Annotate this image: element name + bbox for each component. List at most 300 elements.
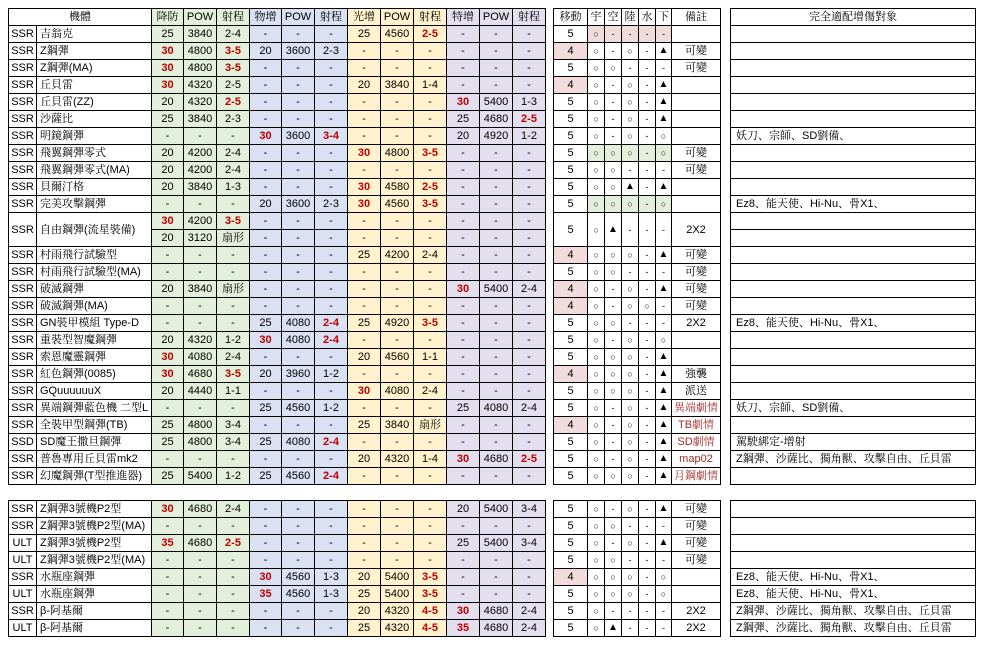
beam-up: -	[348, 213, 381, 230]
spec-up: 30	[447, 451, 480, 468]
terrain-underground: -	[656, 162, 672, 179]
spec-up: -	[447, 162, 480, 179]
spec-pow: -	[480, 60, 513, 77]
phys-up: -	[250, 26, 282, 43]
spec-pow: -	[480, 434, 513, 451]
beam-pow: 3840	[381, 77, 414, 94]
terrain-water: -	[639, 94, 656, 111]
rarity: SSR	[9, 468, 37, 485]
beam-range: -	[414, 264, 447, 281]
terrain-water: ○	[639, 298, 656, 315]
terrain-water: -	[639, 434, 656, 451]
spec-range: -	[513, 43, 546, 60]
header-col-19: 備註	[672, 9, 721, 26]
table-row	[9, 468, 976, 485]
beam-up: -	[348, 111, 381, 128]
spacer	[721, 43, 731, 60]
phys-up: -	[250, 230, 282, 247]
terrain-space: ○	[588, 179, 605, 196]
terrain-land: ○	[622, 94, 639, 111]
def-down: -	[152, 298, 184, 315]
spacer	[546, 213, 554, 247]
spacer	[721, 77, 731, 94]
move: 5	[554, 535, 588, 552]
beam-pow: 4320	[381, 451, 414, 468]
note: 可變	[672, 518, 721, 535]
phys-range: -	[315, 247, 348, 264]
spacer	[721, 196, 731, 213]
def-down: -	[152, 400, 184, 417]
beam-up: -	[348, 366, 381, 383]
move: 5	[554, 586, 588, 603]
spec-range: -	[513, 315, 546, 332]
beam-up: -	[348, 94, 381, 111]
beam-range: 扇形	[414, 417, 447, 434]
range: -	[217, 569, 250, 586]
table-row	[9, 247, 976, 264]
unit-name: 沙薩比	[37, 111, 152, 128]
adapt-target	[731, 417, 976, 434]
unit-name: 飛翼鋼彈零式	[37, 145, 152, 162]
phys-range: -	[315, 145, 348, 162]
unit-name: 明鏡鋼彈	[37, 128, 152, 145]
move: 5	[554, 196, 588, 213]
beam-pow: 4580	[381, 179, 414, 196]
note: 可變	[672, 60, 721, 77]
beam-range: -	[414, 60, 447, 77]
beam-up: -	[348, 332, 381, 349]
phys-up: -	[250, 383, 282, 400]
terrain-air: ○	[605, 552, 622, 569]
phys-range: -	[315, 162, 348, 179]
rarity: SSR	[9, 349, 37, 366]
range: -	[217, 196, 250, 213]
beam-range: 1-4	[414, 77, 447, 94]
adapt-target	[731, 501, 976, 518]
spacer	[721, 586, 731, 603]
spec-pow: -	[480, 162, 513, 179]
note: 可變	[672, 281, 721, 298]
move: 4	[554, 43, 588, 60]
rarity: SSR	[9, 26, 37, 43]
phys-pow: 3600	[282, 196, 315, 213]
phys-pow: 4560	[282, 569, 315, 586]
spacer	[546, 400, 554, 417]
terrain-water: -	[639, 552, 656, 569]
def-down: 30	[152, 501, 184, 518]
terrain-space: ○	[588, 196, 605, 213]
phys-pow: -	[282, 60, 315, 77]
terrain-space: ○	[588, 264, 605, 281]
unit-name: 完美攻擊鋼彈	[37, 196, 152, 213]
beam-up: -	[348, 434, 381, 451]
terrain-air: -	[605, 535, 622, 552]
note: 2X2	[672, 620, 721, 637]
terrain-land: ○	[622, 400, 639, 417]
terrain-air: ○	[605, 383, 622, 400]
phys-pow: -	[282, 349, 315, 366]
table-row	[9, 451, 976, 468]
terrain-space: ○	[588, 77, 605, 94]
rarity: SSR	[9, 315, 37, 332]
unit-name: 幻魔鋼彈(T型推進器)	[37, 468, 152, 485]
header-range: 射程	[217, 9, 250, 26]
terrain-underground: ▲	[656, 366, 672, 383]
table-row	[9, 179, 976, 196]
phys-up: -	[250, 111, 282, 128]
terrain-air: ○	[605, 60, 622, 77]
beam-up: 20	[348, 569, 381, 586]
beam-pow: -	[381, 434, 414, 451]
note: 可變	[672, 43, 721, 60]
unit-name: GQuuuuuuX	[37, 383, 152, 400]
spec-pow: -	[480, 196, 513, 213]
rarity: SSR	[9, 247, 37, 264]
spec-up: -	[447, 196, 480, 213]
spacer	[546, 552, 554, 569]
beam-pow: -	[381, 111, 414, 128]
spec-pow: 4680	[480, 603, 513, 620]
phys-up: -	[250, 162, 282, 179]
pow: 4440	[184, 383, 217, 400]
phys-range: 1-2	[315, 400, 348, 417]
range: -	[217, 247, 250, 264]
rarity: SSR	[9, 162, 37, 179]
table-row	[9, 383, 976, 400]
spacer	[546, 111, 554, 128]
beam-range: -	[414, 298, 447, 315]
terrain-water: -	[639, 43, 656, 60]
spec-up: -	[447, 298, 480, 315]
terrain-water: -	[639, 247, 656, 264]
range: 2-4	[217, 349, 250, 366]
rarity: SSR	[9, 128, 37, 145]
note: 2X2	[672, 315, 721, 332]
terrain-air: ○	[605, 586, 622, 603]
unit-name: 普魯專用丘貝雷mk2	[37, 451, 152, 468]
def-down: 30	[152, 213, 184, 230]
phys-range: -	[315, 281, 348, 298]
def-down: -	[152, 247, 184, 264]
phys-up: -	[250, 247, 282, 264]
unit-name: 索恩魔靈鋼彈	[37, 349, 152, 366]
table-row	[9, 145, 976, 162]
def-down: 30	[152, 349, 184, 366]
spec-range: -	[513, 196, 546, 213]
spacer	[546, 366, 554, 383]
spec-up: -	[447, 230, 480, 247]
terrain-air: -	[605, 43, 622, 60]
beam-pow: -	[381, 94, 414, 111]
range: 3-5	[217, 213, 250, 230]
beam-up: 20	[348, 603, 381, 620]
beam-pow: 4200	[381, 247, 414, 264]
terrain-water: -	[639, 501, 656, 518]
terrain-water: -	[639, 213, 656, 247]
phys-range: 1-3	[315, 569, 348, 586]
pow: 3840	[184, 179, 217, 196]
phys-up: -	[250, 518, 282, 535]
rarity: SSR	[9, 366, 37, 383]
terrain-air: ○	[605, 349, 622, 366]
table-row	[9, 298, 976, 315]
pow: 4080	[184, 349, 217, 366]
move: 4	[554, 366, 588, 383]
spacer	[546, 94, 554, 111]
phys-pow: -	[282, 552, 315, 569]
move: 5	[554, 383, 588, 400]
beam-pow: -	[381, 468, 414, 485]
rarity: ULT	[9, 552, 37, 569]
move: 5	[554, 552, 588, 569]
beam-pow: -	[381, 518, 414, 535]
terrain-underground: ○	[656, 128, 672, 145]
phys-range: -	[315, 417, 348, 434]
terrain-space: ○	[588, 535, 605, 552]
range: 1-1	[217, 383, 250, 400]
spec-range: -	[513, 298, 546, 315]
spec-pow: 4680	[480, 451, 513, 468]
table-row	[9, 60, 976, 77]
terrain-underground: ▲	[656, 434, 672, 451]
note: 可變	[672, 552, 721, 569]
terrain-land: ○	[622, 128, 639, 145]
beam-pow: 4920	[381, 315, 414, 332]
header-pow: POW	[184, 9, 217, 26]
range: 3-5	[217, 60, 250, 77]
phys-range: -	[315, 552, 348, 569]
table-row	[9, 518, 976, 535]
spec-up: -	[447, 60, 480, 77]
move: 5	[554, 264, 588, 281]
terrain-water: -	[639, 179, 656, 196]
move: 5	[554, 60, 588, 77]
pow: -	[184, 620, 217, 637]
spacer	[546, 332, 554, 349]
spec-pow: -	[480, 315, 513, 332]
terrain-land: ○	[622, 569, 639, 586]
phys-up: -	[250, 60, 282, 77]
spec-pow: -	[480, 366, 513, 383]
spec-pow: -	[480, 417, 513, 434]
spacer	[721, 162, 731, 179]
pow: 4680	[184, 366, 217, 383]
terrain-underground: ○	[656, 332, 672, 349]
range: 1-3	[217, 179, 250, 196]
spec-up: -	[447, 518, 480, 535]
pow: -	[184, 128, 217, 145]
spec-pow: -	[480, 569, 513, 586]
spec-pow: -	[480, 77, 513, 94]
terrain-underground: -	[656, 552, 672, 569]
pow: -	[184, 518, 217, 535]
terrain-space: ○	[588, 26, 605, 43]
spec-range: -	[513, 264, 546, 281]
spec-up: 30	[447, 281, 480, 298]
spec-up: 25	[447, 111, 480, 128]
beam-range: 1-1	[414, 349, 447, 366]
unit-name: GN裝甲模組 Type-D	[37, 315, 152, 332]
spec-range: 2-4	[513, 620, 546, 637]
beam-range: -	[414, 230, 447, 247]
beam-pow: -	[381, 298, 414, 315]
spec-pow: 5400	[480, 94, 513, 111]
rarity: SSR	[9, 518, 37, 535]
unit-table-p2	[8, 500, 976, 637]
spec-up: -	[447, 26, 480, 43]
spec-pow: -	[480, 298, 513, 315]
unit-table-main	[8, 8, 976, 485]
range: -	[217, 298, 250, 315]
spec-range: -	[513, 230, 546, 247]
unit-name: 水瓶座鋼彈	[37, 586, 152, 603]
terrain-water: -	[639, 332, 656, 349]
terrain-land: ○	[622, 535, 639, 552]
note: 派送	[672, 383, 721, 400]
phys-up: 25	[250, 468, 282, 485]
terrain-air: ▲	[605, 213, 622, 247]
move: 5	[554, 400, 588, 417]
beam-up: -	[348, 230, 381, 247]
move: 4	[554, 247, 588, 264]
spacer	[546, 603, 554, 620]
spec-up: -	[447, 43, 480, 60]
phys-up: 30	[250, 128, 282, 145]
beam-up: 25	[348, 417, 381, 434]
terrain-space: ○	[588, 247, 605, 264]
adapt-target	[731, 60, 976, 77]
spec-pow: -	[480, 264, 513, 281]
phys-up: -	[250, 603, 282, 620]
table-row	[9, 196, 976, 213]
phys-pow: -	[282, 603, 315, 620]
spacer	[546, 145, 554, 162]
beam-pow: 5400	[381, 586, 414, 603]
phys-pow: -	[282, 111, 315, 128]
pow: 4680	[184, 501, 217, 518]
table-row	[9, 620, 976, 637]
adapt-target	[731, 111, 976, 128]
adapt-target	[731, 535, 976, 552]
spacer	[721, 569, 731, 586]
spacer	[546, 77, 554, 94]
beam-up: 30	[348, 179, 381, 196]
spacer	[546, 196, 554, 213]
spec-range: -	[513, 179, 546, 196]
range: 扇形	[217, 281, 250, 298]
move: 5	[554, 94, 588, 111]
terrain-underground: ▲	[656, 43, 672, 60]
phys-range: 3-4	[315, 128, 348, 145]
rarity: ULT	[9, 586, 37, 603]
terrain-underground: ▲	[656, 451, 672, 468]
phys-pow: -	[282, 213, 315, 230]
terrain-land: -	[622, 518, 639, 535]
spacer	[721, 417, 731, 434]
spec-range: -	[513, 383, 546, 400]
terrain-air: -	[605, 451, 622, 468]
spec-pow: -	[480, 145, 513, 162]
note	[672, 349, 721, 366]
spec-pow: -	[480, 332, 513, 349]
beam-pow: 4080	[381, 383, 414, 400]
spec-up: -	[447, 586, 480, 603]
beam-up: -	[348, 264, 381, 281]
beam-pow: -	[381, 60, 414, 77]
phys-range: -	[315, 451, 348, 468]
terrain-space: ○	[588, 162, 605, 179]
spacer	[721, 26, 731, 43]
range: 3-4	[217, 434, 250, 451]
terrain-space: ○	[588, 60, 605, 77]
terrain-underground: -	[656, 60, 672, 77]
spec-range: 3-4	[513, 501, 546, 518]
beam-up: -	[348, 501, 381, 518]
phys-up: -	[250, 552, 282, 569]
phys-up: -	[250, 451, 282, 468]
terrain-water: -	[639, 620, 656, 637]
spacer	[546, 468, 554, 485]
note: 可變	[672, 162, 721, 179]
move: 5	[554, 468, 588, 485]
phys-pow: 3600	[282, 43, 315, 60]
beam-pow: -	[381, 264, 414, 281]
terrain-air: ○	[605, 162, 622, 179]
beam-range: -	[414, 332, 447, 349]
spacer	[721, 620, 731, 637]
range: 2-4	[217, 26, 250, 43]
note	[672, 128, 721, 145]
phys-pow: 3600	[282, 128, 315, 145]
range: -	[217, 603, 250, 620]
spacer	[721, 603, 731, 620]
spacer	[546, 26, 554, 43]
terrain-land: ▲	[622, 179, 639, 196]
terrain-air: -	[605, 111, 622, 128]
beam-up: 30	[348, 196, 381, 213]
def-down: -	[152, 264, 184, 281]
phys-range: -	[315, 179, 348, 196]
header-col-18: 下	[656, 9, 672, 26]
beam-range: -	[414, 213, 447, 230]
table-row	[9, 94, 976, 111]
unit-name: 丘貝雷(ZZ)	[37, 94, 152, 111]
terrain-space: ○	[588, 417, 605, 434]
spec-range: 1-3	[513, 94, 546, 111]
beam-up: 30	[348, 383, 381, 400]
spec-range: -	[513, 145, 546, 162]
unit-name: 吉翁克	[37, 26, 152, 43]
table-row	[9, 281, 976, 298]
header-spec-pow: POW	[480, 9, 513, 26]
note: 異端劇情	[672, 400, 721, 417]
def-down: 20	[152, 145, 184, 162]
spacer	[721, 366, 731, 383]
terrain-underground: -	[656, 518, 672, 535]
def-down: 20	[152, 230, 184, 247]
rarity: SSR	[9, 213, 37, 247]
adapt-target: Z鋼彈、沙薩比、獨角獸、攻擊自由、丘貝雷	[731, 620, 976, 637]
note: TB劇情	[672, 417, 721, 434]
terrain-water: -	[639, 535, 656, 552]
spec-range: -	[513, 417, 546, 434]
adapt-target	[731, 349, 976, 366]
spacer	[546, 501, 554, 518]
terrain-space: ○	[588, 366, 605, 383]
note	[672, 77, 721, 94]
unit-name: 重裝型智魔鋼彈	[37, 332, 152, 349]
note: SD劇情	[672, 434, 721, 451]
